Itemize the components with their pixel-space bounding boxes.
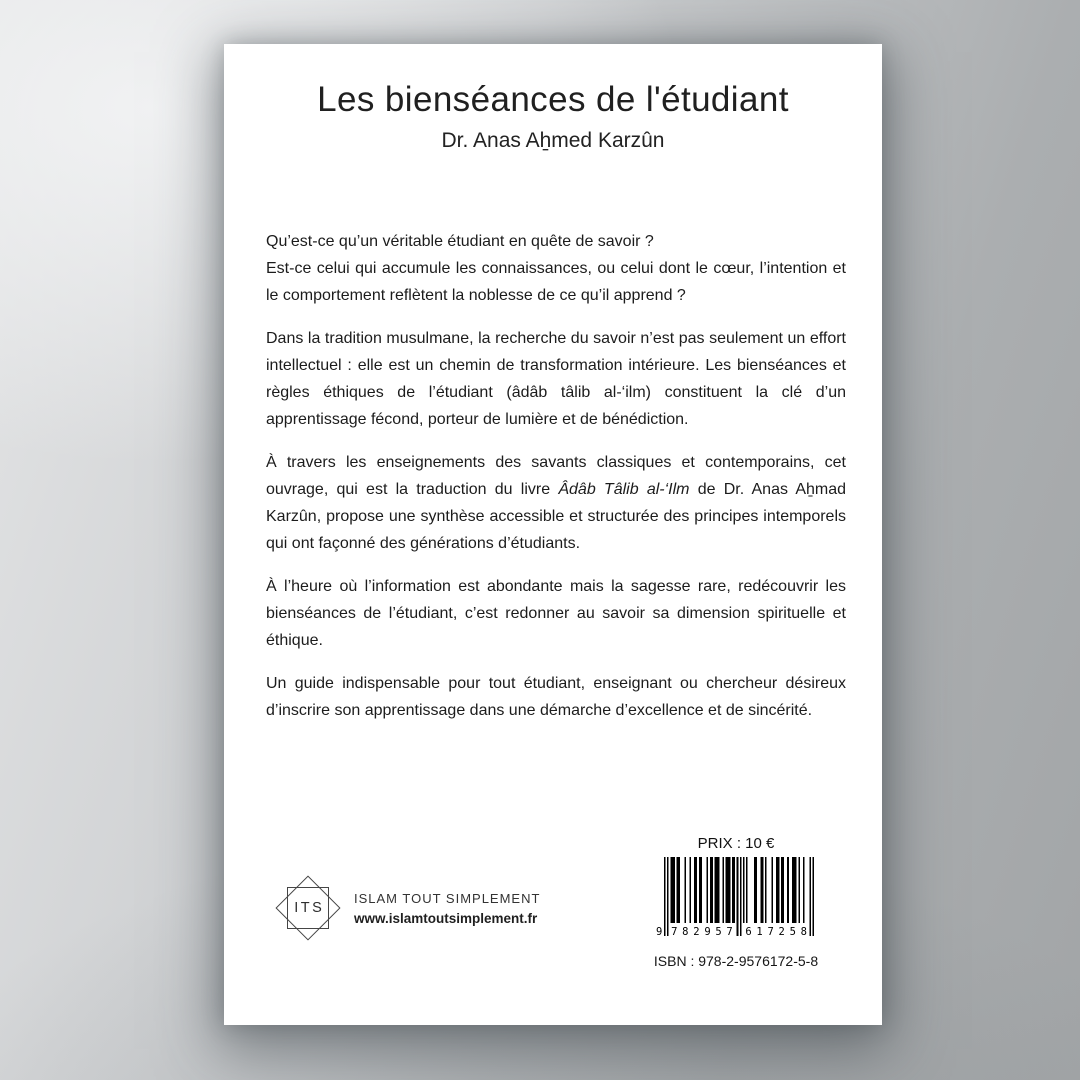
ean-barcode xyxy=(652,857,820,939)
price-barcode-block xyxy=(636,834,836,969)
blurb-paragraph-2: Dans la tradition musulmane, la recherche du savoir n’est pas seulement un effort intellectuel : elle est un chemin de transformation intérieure. Les bienséances et règles éthiques de l’étudiant (âdâb tâlib al-‘ilm) constituent la clé d’un apprentissage fécond, porteur de lumière et de bénédiction. xyxy=(266,330,846,428)
book-author: Dr. Anas Aẖmed Karzûn xyxy=(441,129,665,152)
svg-text:7: 7 xyxy=(767,926,774,938)
book-back-cover xyxy=(224,44,882,1025)
svg-text:9: 9 xyxy=(656,926,663,938)
publisher-name: ISLAM TOUT SIMPLEMENT xyxy=(354,890,541,906)
svg-text:2: 2 xyxy=(778,926,785,938)
svg-text:7: 7 xyxy=(671,926,678,938)
publisher-website: www.islamtoutsimplement.fr xyxy=(354,910,538,926)
blurb-paragraph-5: Un guide indispensable pour tout étudiant, enseignant ou chercheur désireux d’inscrire son apprentissage dans une démarche d’excellence et de sincérité. xyxy=(266,675,846,719)
svg-text:5: 5 xyxy=(715,926,722,938)
svg-text:9: 9 xyxy=(704,926,711,938)
book-title: Les bienséances de l'étudiant xyxy=(317,80,789,119)
svg-text:7: 7 xyxy=(726,926,733,938)
back-cover-blurb xyxy=(224,228,882,724)
svg-text:2: 2 xyxy=(693,926,700,938)
svg-text:5: 5 xyxy=(789,926,796,938)
isbn-label: ISBN : 978-2-9576172-5-8 xyxy=(653,953,819,969)
price-label: PRIX : 10 € xyxy=(697,835,775,852)
blurb-question-line: Qu’est-ce qu’un véritable étudiant en quête de savoir ? xyxy=(266,233,654,250)
svg-text:8: 8 xyxy=(682,926,689,938)
blurb-paragraph-4: À l’heure où l’information est abondante mais la sagesse rare, redécouvrir les bienséances de l’étudiant, c’est redonner au savoir sa dimension spirituelle et éthique. xyxy=(266,578,846,649)
publisher-text xyxy=(354,891,540,926)
publisher-monogram: ITS xyxy=(294,900,325,916)
blurb-p3-post: de Dr. Anas Aẖmad Karzûn, propose une synthèse accessible et structurée des principes intemporels qui ont façonné des générations d’étudiants. xyxy=(266,481,847,552)
blurb-paragraph-1 xyxy=(266,228,846,309)
blurb-paragraph-3 xyxy=(266,449,846,557)
eight-point-star-icon xyxy=(274,874,342,942)
svg-text:8: 8 xyxy=(800,926,807,938)
svg-text:6: 6 xyxy=(745,926,752,938)
source-book-title: Âdâb Tâlib al-‘Ilm xyxy=(558,481,690,498)
publisher-block xyxy=(274,874,540,942)
blurb-question-continuation: Est-ce celui qui accumule les connaissances, ou celui dont le cœur, l’intention et le comportement reflètent la noblesse de ce qu’il apprend ? xyxy=(266,260,846,304)
blurb-p3-pre: À travers les enseignements des savants classiques et contemporains, cet ouvrage, qui est la traduction du livre xyxy=(266,454,846,498)
svg-text:1: 1 xyxy=(756,926,763,938)
